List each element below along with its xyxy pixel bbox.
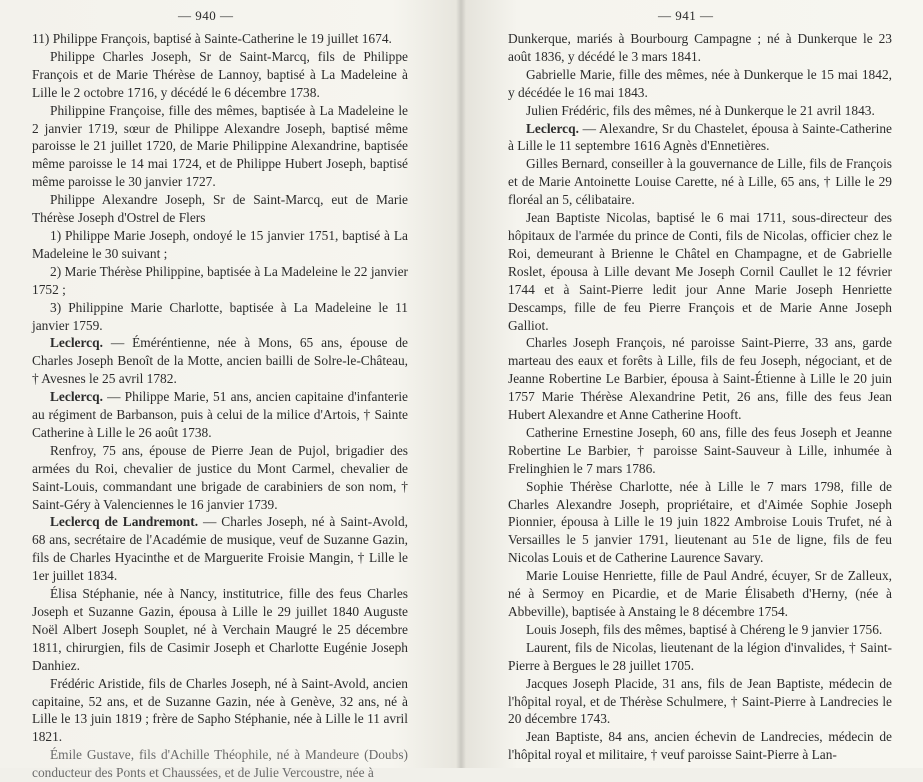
paragraph: Marie Louise Henriette, fille de Paul André, écuyer, Sr de Zalleux, né à Sermoy en Picardie, et de Marie Élisabeth d'Herny, (née à Abbeville), baptisée à Anstaing le 8 décembre 1754.: [508, 568, 892, 619]
paragraph: Renfroy, 75 ans, épouse de Pierre Jean de Pujol, brigadier des armées du Roi, chevalier de justice du Mont Carmel, chevalier de Saint-Louis, commandant une brigade de carabiniers de son nom, † Saint-Géry à Valenciennes le 16 janvier 1739.: [32, 442, 408, 512]
entry-heading: Leclercq.: [526, 120, 579, 136]
paragraph: Julien Frédéric, fils des mêmes, né à Dunkerque le 21 avril 1843.: [526, 102, 875, 118]
entry-heading: Leclercq.: [50, 389, 103, 405]
paragraph: Émile Gustave, fils d'Achille Théophile, né à Mandeure (Doubs) conducteur des Ponts et Chaussées, et de Julie Vercoustre, née à: [32, 747, 408, 781]
paragraph: Catherine Ernestine Joseph, 60 ans, fille des feus Joseph et Jeanne Robertine Le Barbier, † paroisse Saint-Sauveur à Lille, inhumée à Frelinghien le 7 mars 1786.: [508, 424, 892, 476]
paragraph: Dunkerque, mariés à Bourbourg Campagne ; né à Dunkerque le 23 août 1836, y décédé le 3 mars 1841.: [508, 31, 892, 64]
paragraph: Philippe Alexandre Joseph, Sr de Saint-Marcq, eut de Marie Thérèse Joseph d'Ostrel de Flers: [32, 192, 408, 226]
entry-heading-paragraph: Leclercq de Landremont. — Charles Joseph, né à Saint-Avold, 68 ans, secrétaire de l'Académie de musique, veuf de Suzanne Gazin, fils de Charles Hyacinthe et de Marguerite Froisie Mangin, † Lille le 1er juillet 1834.: [32, 514, 409, 584]
paragraph: Philippe Charles Joseph, Sr de Saint-Marcq, fils de Philippe François et de Marie Thérèse de Lannoy, baptisé à La Madeleine à Lille le 2 octobre 1716, y décédé le 6 décembre 1738.: [32, 48, 408, 100]
left-page: [0, 0, 462, 781]
paragraph: 11) Philippe François, baptisé à Sainte-Catherine le 19 juillet 1674.: [32, 31, 392, 46]
entry-heading-paragraph: Leclercq. — Alexandre, Sr du Chastelet, épousa à Sainte-Catherine à Lille le 11 septembre 1616 Agnès d'Ennetières.: [508, 120, 892, 154]
page-number: — 941 —: [658, 8, 714, 23]
page-number: — 940 —: [178, 8, 234, 23]
book-gutter: [456, 0, 466, 768]
paragraph: Jacques Joseph Placide, 31 ans, fils de Jean Baptiste, médecin de l'hôpital royal, et de Thérèse Schulmere, † Saint-Pierre à Landrecies le 20 décembre 1743.: [508, 675, 892, 727]
paragraph: 2) Marie Thérèse Philippine, baptisée à La Madeleine le 22 janvier 1752 ;: [32, 263, 408, 297]
entry-heading: Leclercq de Landremont.: [50, 514, 199, 530]
paragraph: Louis Joseph, fils des mêmes, baptisé à Chéreng le 9 janvier 1756.: [526, 621, 883, 637]
right-page: [462, 0, 923, 768]
paragraph: Frédéric Aristide, fils de Charles Joseph, né à Saint-Avold, ancien capitaine, 52 ans, et de Suzanne Gazin, née à Genève, 32 ans, né à Lille le 13 juin 1819 ; frère de Sapho Stéphanie, née à Lille le 11 avril 1821.: [32, 675, 408, 745]
paragraph: Charles Joseph François, né paroisse Saint-Pierre, 33 ans, garde marteau des eaux et forêts à Lille, fils de feu Joseph, négociant, et de Jeanne Robertine Le Barbier, épousa à Saint-Étienne à Lille le 20 juin 1757 Marie Thérèse Alexandrine Petit, 26 ans, fille des feus Jean Hubert Alexandre et Anne Catherine Hooft.: [508, 335, 892, 423]
paragraph: Élisa Stéphanie, née à Nancy, institutrice, fille des feus Charles Joseph et Suzanne Gazin, épousa à Lille le 29 juillet 1840 Auguste Noël Albert Joseph Souplet, né à Verchain Maugré le 25 décembre 1811, chirurgien, fils de Casimir Joseph et Charlotte Eugénie Joseph Danhiez.: [32, 586, 408, 673]
paragraph: Philippine Françoise, fille des mêmes, baptisée à La Madeleine le 2 janvier 1719, sœur de Philippe Alexandre Joseph, baptisé même paroisse le 21 juillet 1720, de Marie Philippine Alexandrine, baptisée même paroisse le 14 mai 1724, et de Philippe Hubert Joseph, baptisé même paroisse le 30 janvier 1727.: [32, 102, 408, 190]
paragraph: Laurent, fils de Nicolas, lieutenant de la légion d'invalides, † Saint-Pierre à Bergues le 28 juillet 1705.: [508, 639, 892, 673]
paragraph: Gilles Bernard, conseiller à la gouvernance de Lille, fils de François et de Marie Antoinette Louise Carette, né à Lille, 65 ans, † Lille le 29 floréal an 5, célibataire.: [508, 156, 892, 208]
paragraph: 3) Philippine Marie Charlotte, baptisée à La Madeleine le 11 janvier 1759.: [32, 299, 408, 333]
entry-heading-paragraph: Leclercq. — Philippe Marie, 51 ans, ancien capitaine d'infanterie au régiment de Barbanson, puis à celui de la milice d'Artois, † Sainte Catherine à Lille le 26 août 1738.: [32, 389, 408, 440]
paragraph: Jean Baptiste Nicolas, baptisé le 6 mai 1711, sous-directeur des hôpitaux de l'armée du prince de Conti, fils de Nicolas, officier chez le Roi, demeurant à Brienne le Châtel en Champagne, et de Gabrielle Roslet, épousa à Lille devant Me Joseph Cornil Caullet le 12 février 1744 et à Saint-Pierre ledit jour Anne Marie Joseph Henriette Descamps, fille de feu Pierre François et de Marie Anne Joseph Galliot.: [508, 210, 892, 333]
paragraph: Sophie Thérèse Charlotte, née à Lille le 7 mars 1798, fille de Charles Alexandre Joseph, propriétaire, et d'Aimée Sophie Joseph Pionnier, épousa à Lille le 19 juin 1822 Ambroise Louis Trufet, né à Versailles le 5 janvier 1791, lieutenant au 51e de ligne, fils de feu Nicolas Louis et de Catherine Laurence Savary.: [508, 478, 892, 566]
page-body: [508, 30, 892, 764]
entry-heading-paragraph: Leclercq. — Éméréntienne, née à Mons, 65 ans, épouse de Charles Joseph Benoît de la Motte, ancien bailli de Solre-le-Château, † Avesnes le 25 avril 1782.: [32, 335, 408, 387]
entry-heading: Leclercq.: [50, 335, 103, 351]
paragraph: Gabrielle Marie, fille des mêmes, née à Dunkerque le 15 mai 1842, y décédée le 16 mai 1843.: [508, 66, 892, 100]
page-body: [32, 30, 408, 782]
paragraph: 1) Philippe Marie Joseph, ondoyé le 15 janvier 1751, baptisé à La Madeleine le 30 suivant ;: [32, 227, 408, 261]
paragraph: Jean Baptiste, 84 ans, ancien échevin de Landrecies, médecin de l'hôpital royal et militaire, † veuf paroisse Saint-Pierre à Lan-: [508, 729, 892, 763]
